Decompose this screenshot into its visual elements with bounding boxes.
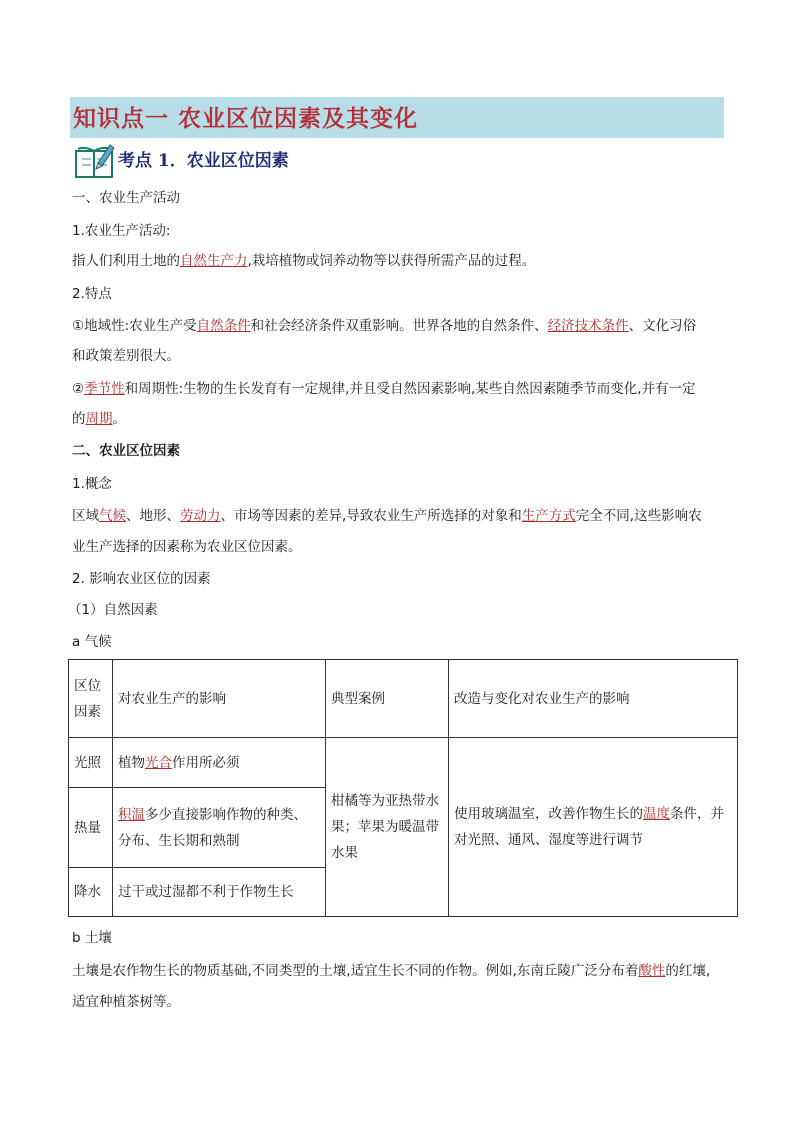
text-span: 、文化习俗 <box>628 318 697 334</box>
kaodian-heading: 考点 1．农业区位因素 <box>118 151 289 171</box>
climate-table <box>68 659 738 917</box>
natural-factors-label: （1）自然因素 <box>68 602 158 618</box>
table-header-row <box>69 660 738 738</box>
soil-label: b 土壤 <box>72 930 112 946</box>
change-cell <box>449 738 738 917</box>
impact-cell <box>113 738 326 788</box>
item1-text <box>72 251 732 271</box>
feature2-line2 <box>72 409 732 429</box>
text-span: 条件，并对光照、通风、湿度等进行调节 <box>454 806 724 848</box>
text-span: 指人们利用土地的 <box>72 253 180 269</box>
factor-cell: 热量 <box>69 788 113 868</box>
highlight-term: 积温 <box>118 806 145 823</box>
factor-cell: 降水 <box>69 868 113 917</box>
section2-heading: 二、农业区位因素 <box>72 443 180 459</box>
text-span: ①地域性:农业生产受 <box>72 318 197 334</box>
page-title: 知识点一 农业区位因素及其变化 <box>73 105 419 132</box>
feature2-line1 <box>72 379 732 399</box>
impact-cell <box>113 788 326 868</box>
text-span: 完全不同,这些影响农 <box>575 508 702 524</box>
highlight-term: 劳动力 <box>180 508 221 524</box>
feature1-line1 <box>72 316 732 336</box>
text-span: ② <box>72 381 85 397</box>
concept-line1 <box>72 506 732 526</box>
text-span: 和周期性:生物的生长发育有一定规律,并且受自然因素影响,某些自然因素随季节而变化,并有一定 <box>124 381 696 397</box>
text-span: 植物 <box>118 754 145 771</box>
item2-label: 2.特点 <box>72 286 112 302</box>
text-span: 的 <box>72 411 86 427</box>
text-span: 多少直接影响作物的种类、分布、生长期和熟制 <box>118 806 307 849</box>
text-span: 土壤是农作物生长的物质基础,不同类型的土壤,适宜生长不同的作物。例如,东南丘陵广泛分布着 <box>72 963 639 979</box>
concept-label: 1.概念 <box>72 476 112 492</box>
section1-heading: 一、农业生产活动 <box>72 190 180 206</box>
highlight-term: 生产方式 <box>521 508 576 524</box>
text-span: 、市场等因素的差异,导致农业生产所选择的对象和 <box>220 508 522 524</box>
factors-label: 2. 影响农业区位的因素 <box>72 571 211 587</box>
highlight-term: 周期 <box>85 411 113 427</box>
table-row <box>69 738 738 788</box>
highlight-term: 自然条件 <box>196 318 251 334</box>
highlight-term: 自然生产力 <box>180 253 248 269</box>
header-impact: 对农业生产的影响 <box>113 660 326 738</box>
highlight-term: 光合 <box>145 754 172 771</box>
header-factor: 区位因素 <box>69 660 113 738</box>
soil-line2: 适宜种植茶树等。 <box>72 994 180 1010</box>
text-span: 使用玻璃温室，改善作物生长的 <box>454 806 643 822</box>
text-span: 和社会经济条件双重影响。世界各地的自然条件、 <box>250 318 548 334</box>
highlight-term: 季节性 <box>84 381 125 397</box>
item1-label: 1.农业生产活动: <box>72 223 171 239</box>
highlight-term: 经济技术条件 <box>547 318 629 334</box>
case-cell: 柑橘等为亚热带水果；苹果为暖温带水果 <box>326 738 449 917</box>
impact-cell: 过干或过湿都不利于作物生长 <box>113 868 326 917</box>
highlight-term: 气候 <box>99 508 126 524</box>
text-span: 区域 <box>72 508 99 524</box>
feature1-line2: 和政策差别很大。 <box>72 348 180 364</box>
notebook-pencil-icon <box>74 141 116 179</box>
header-case: 典型案例 <box>326 660 449 738</box>
text-span: ,栽培植物或饲养动物等以获得所需产品的过程。 <box>247 253 536 269</box>
header-change: 改造与变化对农业生产的影响 <box>449 660 738 738</box>
text-span: 作用所必须 <box>172 754 240 771</box>
concept-line2: 业生产选择的因素称为农业区位因素。 <box>72 539 302 555</box>
text-span: 。 <box>112 411 126 427</box>
text-span: 的红壤, <box>665 963 711 979</box>
highlight-term: 酸性 <box>638 963 666 979</box>
soil-line1 <box>72 961 732 981</box>
highlight-term: 温度 <box>643 806 670 822</box>
climate-label: a 气候 <box>72 634 112 650</box>
text-span: 、地形、 <box>126 508 180 524</box>
factor-cell: 光照 <box>69 738 113 788</box>
